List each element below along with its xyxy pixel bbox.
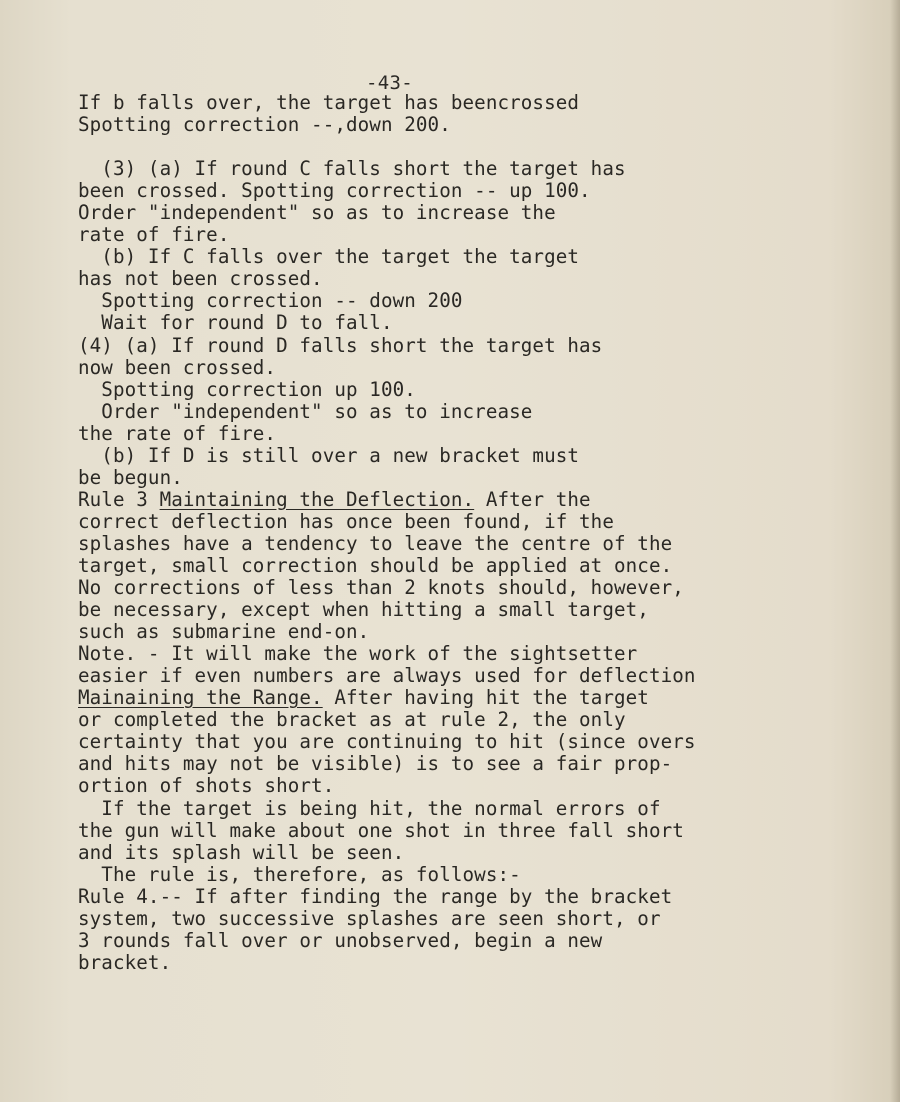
text-line xyxy=(78,930,878,952)
text-line xyxy=(78,114,878,136)
text-segment: Wait for round D to fall. xyxy=(78,311,393,335)
text-line xyxy=(78,401,878,423)
text-segment: rate of fire. xyxy=(78,223,230,247)
body-text xyxy=(78,92,878,974)
text-line xyxy=(78,511,878,533)
text-line xyxy=(78,555,878,577)
text-line xyxy=(78,246,878,268)
text-segment: 3 rounds fall over or unobserved, begin a new xyxy=(78,928,603,952)
page-number: -43- xyxy=(366,72,413,94)
text-line xyxy=(78,643,878,665)
text-line xyxy=(78,379,878,401)
text-segment: If the target is being hit, the normal errors of xyxy=(78,796,661,820)
text-segment: easier if even numbers are always used for deflection xyxy=(78,664,696,688)
text-segment: and hits may not be visible) is to see a fair prop- xyxy=(78,752,673,776)
text-segment: Spotting correction -- down 200 xyxy=(78,289,463,313)
text-line xyxy=(78,335,878,357)
text-line xyxy=(78,290,878,312)
text-line xyxy=(78,202,878,224)
text-segment: Rule 3 xyxy=(78,487,160,511)
text-segment: target, small correction should be applied at once. xyxy=(78,553,673,577)
text-line xyxy=(78,158,878,180)
text-segment: the gun will make about one shot in three fall short xyxy=(78,818,684,842)
text-line xyxy=(78,621,878,643)
text-segment: (b) If C falls over the target the target xyxy=(78,245,580,269)
text-segment: If b falls over, the target has beencrossed xyxy=(78,91,580,114)
text-line xyxy=(78,224,878,246)
text-line xyxy=(78,709,878,731)
underlined-heading: Mainaining the Range. xyxy=(78,686,323,710)
text-line xyxy=(78,533,878,555)
text-line xyxy=(78,489,878,511)
text-line xyxy=(78,268,878,290)
text-segment: bracket. xyxy=(78,950,172,974)
text-line xyxy=(78,357,878,379)
text-line xyxy=(78,445,878,467)
text-line xyxy=(78,467,878,489)
text-line xyxy=(78,775,878,797)
text-segment: splashes have a tendency to leave the centre of the xyxy=(78,531,673,555)
text-segment: system, two successive splashes are seen short, or xyxy=(78,906,661,930)
text-segment: has not been crossed. xyxy=(78,267,323,291)
text-line xyxy=(78,886,878,908)
page-edge-shadow xyxy=(890,0,900,1102)
text-segment: Rule 4.-- If after finding the range by the bracket xyxy=(78,884,673,908)
text-line xyxy=(78,423,878,445)
text-line xyxy=(78,577,878,599)
text-segment: been crossed. Spotting correction -- up 100. xyxy=(78,179,591,203)
text-segment: the rate of fire. xyxy=(78,421,277,445)
text-segment: Spotting correction up 100. xyxy=(78,377,416,401)
text-segment: correct deflection has once been found, if the xyxy=(78,509,614,533)
text-line xyxy=(78,136,878,158)
text-segment: (3) (a) If round C falls short the target has xyxy=(78,157,626,181)
text-segment: No corrections of less than 2 knots should, however, xyxy=(78,576,684,600)
text-line xyxy=(78,753,878,775)
text-segment: After the xyxy=(474,487,591,511)
text-segment: be necessary, except when hitting a small target, xyxy=(78,598,649,622)
text-segment: (b) If D is still over a new bracket must xyxy=(78,443,580,467)
text-line xyxy=(78,731,878,753)
text-segment: (4) (a) If round D falls short the target has xyxy=(78,333,603,357)
text-line xyxy=(78,92,878,114)
text-line xyxy=(78,687,878,709)
text-line xyxy=(78,180,878,202)
text-line xyxy=(78,798,878,820)
text-segment: and its splash will be seen. xyxy=(78,840,405,864)
text-line xyxy=(78,864,878,886)
text-segment: certainty that you are continuing to hit (since overs xyxy=(78,730,696,754)
text-line xyxy=(78,820,878,842)
text-segment: ortion of shots short. xyxy=(78,774,335,798)
text-segment: The rule is, therefore, as follows:- xyxy=(78,862,521,886)
underlined-heading: Maintaining the Deflection. xyxy=(159,487,475,511)
text-line xyxy=(78,312,878,334)
text-segment: Note. - It will make the work of the sightsetter xyxy=(78,642,638,666)
text-segment: After having hit the target xyxy=(322,686,649,710)
text-line xyxy=(78,952,878,974)
text-segment: be begun. xyxy=(78,465,183,489)
text-segment: such as submarine end-on. xyxy=(78,620,370,644)
text-segment: or completed the bracket as at rule 2, the only xyxy=(78,708,626,732)
text-line xyxy=(78,599,878,621)
text-segment: Order "independent" so as to increase xyxy=(78,399,533,423)
text-line xyxy=(78,842,878,864)
text-segment: Order "independent" so as to increase the xyxy=(78,201,556,225)
text-line xyxy=(78,908,878,930)
text-segment: now been crossed. xyxy=(78,355,277,379)
text-segment: Spotting correction --,down 200. xyxy=(78,113,451,137)
text-line xyxy=(78,665,878,687)
